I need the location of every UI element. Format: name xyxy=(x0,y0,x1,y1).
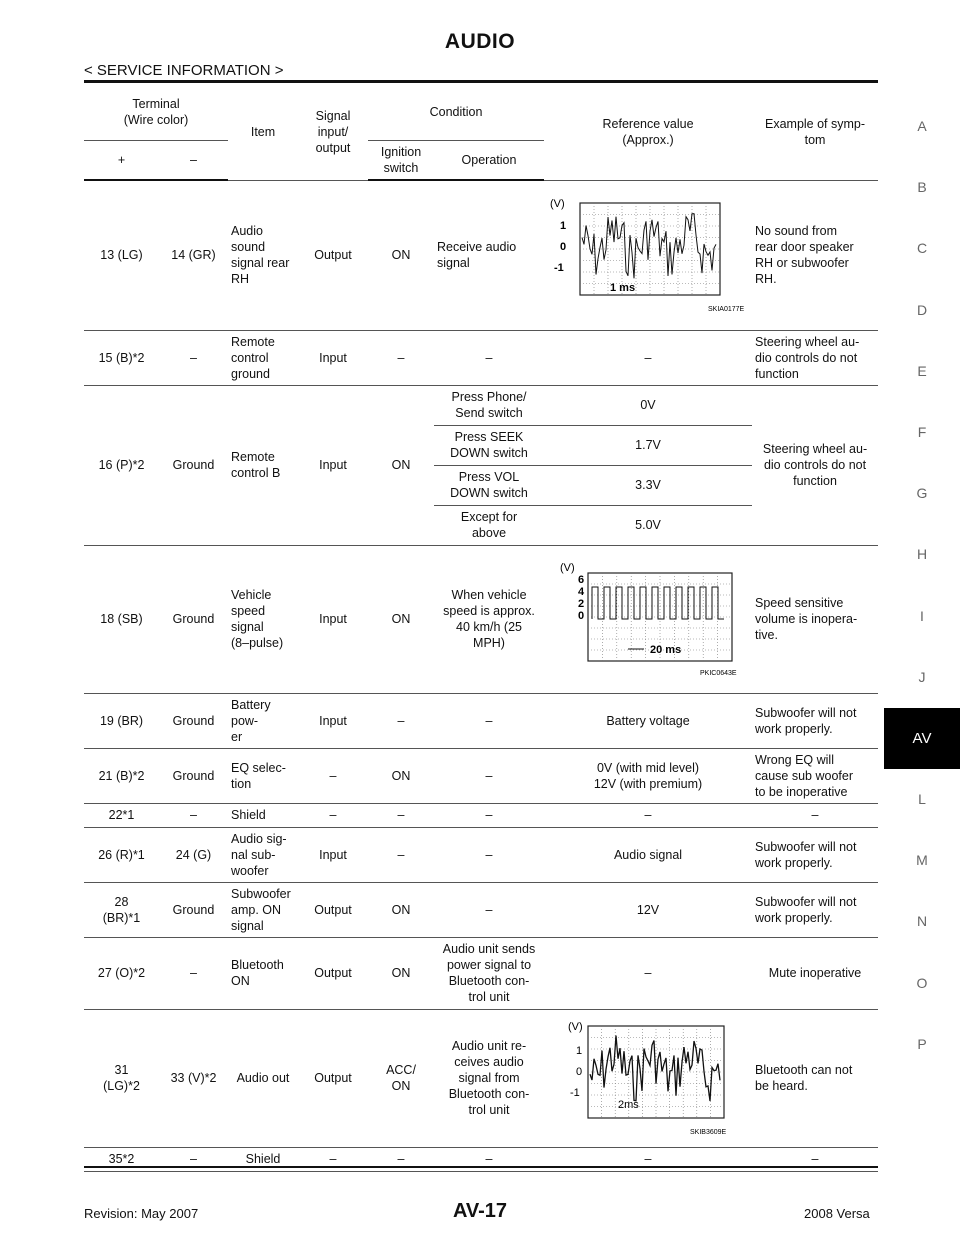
operation-cell: – xyxy=(434,748,544,803)
page-number: AV-17 xyxy=(452,1200,508,1222)
item-cell: Vehicle speed signal (8–pulse) xyxy=(228,545,298,693)
ignition-cell: – xyxy=(368,693,434,748)
wave-unit: (V) xyxy=(568,1021,583,1033)
wave-tick: 0 xyxy=(578,610,585,622)
reference-cell: 12V xyxy=(544,882,752,937)
ignition-cell: ON xyxy=(368,180,434,330)
signal-cell: – xyxy=(298,748,368,803)
footer-rule xyxy=(84,1166,878,1168)
footer-revision: Revision: May 2007 xyxy=(84,1206,199,1221)
col-item: Item xyxy=(228,84,298,180)
reference-cell: – xyxy=(544,330,752,385)
symptom-cell: – xyxy=(752,803,878,827)
reference-waveform xyxy=(544,545,752,693)
wave-code: PKIC0643E xyxy=(700,670,737,677)
item-cell: Shield xyxy=(228,1147,298,1171)
ignition-cell: – xyxy=(368,1147,434,1171)
section-index-av: AV xyxy=(884,708,960,769)
ignition-cell: ON xyxy=(368,882,434,937)
signal-cell: Output xyxy=(298,1009,368,1147)
reference-cell: 3.3V xyxy=(544,465,752,505)
operation-cell: – xyxy=(434,1147,544,1171)
col-symptom: Example of symp- tom xyxy=(752,84,878,180)
ignition-cell: ON xyxy=(368,937,434,1009)
section-index-h: H xyxy=(916,546,928,563)
section-index-n: N xyxy=(916,913,928,930)
symptom-cell: Wrong EQ will cause sub woofer to be inoperative xyxy=(752,748,878,803)
page-title: AUDIO xyxy=(444,30,516,53)
terminal-minus: 24 (G) xyxy=(159,827,228,882)
signal-cell: Input xyxy=(298,330,368,385)
header-rule xyxy=(84,80,878,83)
section-index-sidebar xyxy=(884,96,960,1075)
ignition-cell: – xyxy=(368,803,434,827)
section-index-e: E xyxy=(917,362,927,379)
terminal-plus: 22*1 xyxy=(84,803,159,827)
reference-cell: 0V xyxy=(544,385,752,425)
operation-cell: Except for above xyxy=(434,505,544,545)
wave-unit: (V) xyxy=(550,198,565,210)
wave-time: 20 ms xyxy=(650,644,682,656)
section-index-a: A xyxy=(917,118,927,134)
signal-cell: Input xyxy=(298,545,368,693)
terminal-plus: 15 (B)*2 xyxy=(84,330,159,385)
table-row xyxy=(84,882,878,937)
terminal-plus: 13 (LG) xyxy=(84,180,159,330)
operation-cell: Press SEEK DOWN switch xyxy=(434,425,544,465)
table-row xyxy=(84,748,878,803)
operation-cell: – xyxy=(434,803,544,827)
symptom-cell: Subwoofer will not work properly. xyxy=(752,693,878,748)
operation-cell: – xyxy=(434,693,544,748)
col-terminal: Terminal (Wire color) xyxy=(84,84,228,141)
terminal-minus: Ground xyxy=(159,882,228,937)
terminal-plus: 27 (O)*2 xyxy=(84,937,159,1009)
wave-tick: 6 xyxy=(578,574,585,586)
item-cell: EQ selec- tion xyxy=(228,748,298,803)
waveform-speed-pulse xyxy=(548,559,748,679)
operation-cell: Receive audio signal xyxy=(434,180,544,330)
reference-cell: Battery voltage xyxy=(544,693,752,748)
ignition-cell: – xyxy=(368,827,434,882)
wave-tick: 0 xyxy=(576,1066,583,1078)
section-index-i: I xyxy=(920,607,924,624)
signal-cell: Input xyxy=(298,827,368,882)
table-row xyxy=(84,937,878,1009)
symptom-cell: No sound from rear door speaker RH or subwoofer RH. xyxy=(752,180,878,330)
terminal-plus: 16 (P)*2 xyxy=(84,385,159,545)
col-minus: – xyxy=(159,141,228,181)
wave-time: 1 ms xyxy=(610,282,636,294)
symptom-cell: Subwoofer will not work properly. xyxy=(752,882,878,937)
operation-cell: Press VOL DOWN switch xyxy=(434,465,544,505)
reference-cell: – xyxy=(544,803,752,827)
table-row xyxy=(84,1009,878,1147)
wave-trace xyxy=(592,587,724,619)
ignition-cell: – xyxy=(368,330,434,385)
terminal-minus: 33 (V)*2 xyxy=(159,1009,228,1147)
table-row xyxy=(84,693,878,748)
reference-cell: 5.0V xyxy=(544,505,752,545)
table-row xyxy=(84,827,878,882)
table-row xyxy=(84,330,878,385)
table-row xyxy=(84,545,878,693)
item-cell: Audio out xyxy=(228,1009,298,1147)
symptom-cell: Subwoofer will not work properly. xyxy=(752,827,878,882)
section-index-j: J xyxy=(918,668,926,685)
section-index-l: L xyxy=(918,791,926,808)
symptom-cell: Speed sensitive volume is inopera- tive. xyxy=(752,545,878,693)
terminal-plus: 21 (B)*2 xyxy=(84,748,159,803)
wave-grid xyxy=(580,203,720,295)
reference-cell: Audio signal xyxy=(544,827,752,882)
terminal-plus: 35*2 xyxy=(84,1147,159,1171)
terminal-plus: 28 (BR)*1 xyxy=(84,882,159,937)
item-cell: Remote control B xyxy=(228,385,298,545)
operation-cell: When vehicle speed is approx. 40 km/h (25 MPH) xyxy=(434,545,544,693)
ignition-cell: ON xyxy=(368,545,434,693)
signal-cell: – xyxy=(298,803,368,827)
section-index-o: O xyxy=(916,974,928,991)
col-ignition: Ignition switch xyxy=(368,141,434,181)
reference-cell: 0V (with mid level) 12V (with premium) xyxy=(544,748,752,803)
operation-cell: Audio unit sends power signal to Bluetooth con- trol unit xyxy=(434,937,544,1009)
table-row xyxy=(84,180,878,330)
section-index-b: B xyxy=(917,179,927,196)
terminal-plus: 19 (BR) xyxy=(84,693,159,748)
operation-cell: – xyxy=(434,882,544,937)
reference-waveform xyxy=(544,180,752,330)
col-condition: Condition xyxy=(368,84,544,141)
table-row xyxy=(84,803,878,827)
terminal-minus: – xyxy=(159,330,228,385)
footer-model: 2008 Versa xyxy=(804,1206,870,1221)
wave-unit: (V) xyxy=(560,562,575,574)
waveform-audio-out xyxy=(548,1018,748,1138)
terminal-plus: 31 (LG)*2 xyxy=(84,1009,159,1147)
operation-cell: – xyxy=(434,827,544,882)
ignition-cell: ACC/ ON xyxy=(368,1009,434,1147)
signal-cell: Input xyxy=(298,693,368,748)
col-operation: Operation xyxy=(434,141,544,181)
item-cell: Bluetooth ON xyxy=(228,937,298,1009)
section-label: < SERVICE INFORMATION > xyxy=(84,62,284,79)
section-index-m: M xyxy=(916,852,928,869)
signal-cell: Output xyxy=(298,180,368,330)
symptom-cell: Steering wheel au- dio controls do not function xyxy=(752,330,878,385)
terminal-plus: 18 (SB) xyxy=(84,545,159,693)
operation-cell: Press Phone/ Send switch xyxy=(434,385,544,425)
item-cell: Battery pow- er xyxy=(228,693,298,748)
ignition-cell: ON xyxy=(368,385,434,545)
item-cell: Audio sound signal rear RH xyxy=(228,180,298,330)
section-index-f: F xyxy=(917,423,927,440)
wave-tick: -1 xyxy=(554,262,564,274)
item-cell: Remote control ground xyxy=(228,330,298,385)
terminal-spec-table xyxy=(84,84,878,1172)
section-index-g: G xyxy=(916,485,928,502)
reference-waveform xyxy=(544,1009,752,1147)
terminal-minus: Ground xyxy=(159,385,228,545)
operation-cell: Audio unit re- ceives audio signal from Bluetooth con- trol unit xyxy=(434,1009,544,1147)
wave-tick: 4 xyxy=(578,586,585,598)
terminal-minus: – xyxy=(159,937,228,1009)
wave-tick: 1 xyxy=(576,1045,583,1057)
wave-code: SKIB3609E xyxy=(690,1129,727,1136)
reference-cell: – xyxy=(544,1147,752,1171)
symptom-cell: Bluetooth can not be heard. xyxy=(752,1009,878,1147)
section-index-c: C xyxy=(916,240,928,257)
reference-cell: – xyxy=(544,937,752,1009)
terminal-minus: – xyxy=(159,1147,228,1171)
wave-trace xyxy=(590,1036,720,1101)
wave-tick: -1 xyxy=(570,1087,580,1099)
section-index-d: D xyxy=(916,301,928,318)
col-plus: + xyxy=(84,141,159,181)
terminal-plus: 26 (R)*1 xyxy=(84,827,159,882)
reference-cell: 1.7V xyxy=(544,425,752,465)
wave-time: 2ms xyxy=(618,1099,639,1111)
wave-tick: 1 xyxy=(560,220,567,232)
item-cell: Shield xyxy=(228,803,298,827)
signal-cell: Output xyxy=(298,882,368,937)
symptom-cell: – xyxy=(752,1147,878,1171)
symptom-cell: Mute inoperative xyxy=(752,937,878,1009)
wave-code: SKIA0177E xyxy=(708,306,745,313)
signal-cell: – xyxy=(298,1147,368,1171)
col-signal: Signal input/ output xyxy=(298,84,368,180)
item-cell: Audio sig- nal sub- woofer xyxy=(228,827,298,882)
terminal-minus: 14 (GR) xyxy=(159,180,228,330)
signal-cell: Output xyxy=(298,937,368,1009)
item-cell: Subwoofer amp. ON signal xyxy=(228,882,298,937)
waveform-audio-rear xyxy=(548,195,748,315)
section-index-p: P xyxy=(917,1035,927,1052)
signal-cell: Input xyxy=(298,385,368,545)
terminal-minus: – xyxy=(159,803,228,827)
col-reference: Reference value (Approx.) xyxy=(544,84,752,180)
wave-tick: 0 xyxy=(560,241,567,253)
terminal-minus: Ground xyxy=(159,545,228,693)
terminal-minus: Ground xyxy=(159,693,228,748)
wave-trace xyxy=(582,214,716,279)
ignition-cell: ON xyxy=(368,748,434,803)
operation-cell: – xyxy=(434,330,544,385)
table-row xyxy=(84,385,878,425)
wave-tick: 2 xyxy=(578,598,585,610)
terminal-minus: Ground xyxy=(159,748,228,803)
symptom-cell: Steering wheel au- dio controls do not function xyxy=(752,385,878,545)
